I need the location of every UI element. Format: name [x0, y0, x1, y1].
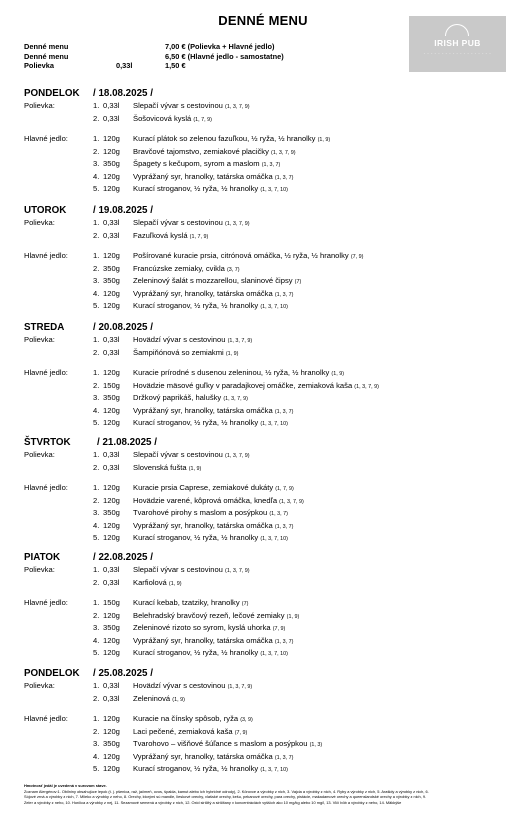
- main-item: [93, 172, 293, 181]
- item-quantity: 0,33l: [103, 335, 120, 344]
- item-name: Držkový paprikáš, halušky: [133, 393, 222, 402]
- main-course-label: Hlavné jedlo:: [24, 251, 68, 260]
- item-name: Pošírované kuracie prsia, citrónová omáčka, ½ ryža, ½ hranolky: [133, 251, 349, 260]
- item-quantity: 0,33l: [103, 577, 120, 587]
- item-allergens: (7): [241, 601, 249, 607]
- item-allergens: (1, 3, 7, 10): [260, 536, 288, 542]
- item-number: 2.: [93, 726, 100, 736]
- item-quantity: 350g: [103, 508, 120, 517]
- day-header: [24, 88, 153, 99]
- item-quantity: 120g: [103, 751, 120, 761]
- item-number: 1.: [93, 335, 100, 344]
- soup-label: Polievka:: [24, 101, 55, 110]
- main-item: [93, 598, 248, 607]
- item-name: Hovädzie mäsové guľky v paradajkovej omáčke, zemiaková kaša: [133, 380, 353, 390]
- item-allergens: (1, 3, 7, 9): [225, 453, 250, 459]
- item-allergens: (7, 9): [234, 729, 248, 736]
- item-allergens: (1, 3, 7): [261, 162, 281, 168]
- soup-item: [93, 463, 201, 472]
- price-value: 6,50 € (Hlavné jedlo - samostatne): [165, 52, 284, 61]
- item-allergens: (1, 3, 7, 9): [225, 221, 250, 227]
- footnote-line: Hmotnosť jedál je uvedená v surovom stave.: [24, 783, 107, 788]
- item-number: 4.: [93, 405, 100, 415]
- item-allergens: (1, 3, 7): [274, 291, 294, 298]
- item-quantity: 120g: [103, 610, 120, 620]
- item-number: 4.: [93, 751, 100, 761]
- item-quantity: 350g: [103, 393, 120, 402]
- item-allergens: (1, 3, 7, 10): [260, 187, 288, 193]
- day-header: [24, 322, 153, 333]
- item-allergens: (1, 3, 7, 9): [225, 104, 250, 110]
- item-quantity: 150g: [103, 598, 120, 607]
- soup-item: [93, 694, 185, 703]
- item-number: 2.: [93, 462, 100, 472]
- item-quantity: 0,33l: [103, 113, 120, 123]
- item-allergens: (3, 9): [240, 717, 253, 723]
- logo-subline-icon: - - - - - - - - - - - - - - - - - - -: [423, 50, 492, 55]
- soup-label: Polievka:: [24, 565, 55, 574]
- item-allergens: (7): [294, 279, 302, 285]
- item-allergens: (1, 7, 9): [189, 233, 209, 240]
- item-quantity: 120g: [103, 635, 120, 645]
- item-name: Špagety s kečupom, syrom a maslom: [133, 159, 260, 168]
- item-name: Zeleninová: [133, 693, 171, 703]
- item-name: Slepačí vývar s cestovinou: [133, 101, 223, 110]
- item-quantity: 120g: [103, 483, 120, 492]
- item-number: 2.: [93, 230, 100, 240]
- main-course-label: Hlavné jedlo:: [24, 598, 68, 607]
- item-quantity: 120g: [103, 368, 120, 377]
- soup-label: Polievka:: [24, 218, 55, 227]
- item-quantity: 120g: [103, 520, 120, 530]
- item-allergens: (1, 7, 9): [275, 486, 294, 492]
- item-number: 2.: [93, 347, 100, 357]
- item-name: Kurací plátok so zelenou fazuľkou, ½ ryža, ½ hranolky: [133, 134, 316, 143]
- main-item: [93, 147, 296, 156]
- item-name: Vyprážaný syr, hranolky, tatárska omáčka: [133, 520, 273, 530]
- item-name: Vyprážaný syr, hranolky, tatárska omáčka: [133, 635, 273, 645]
- item-quantity: 350g: [103, 276, 120, 285]
- item-name: Slovenská fušta: [133, 462, 187, 472]
- main-item: [93, 264, 240, 273]
- main-item: [93, 159, 280, 168]
- main-item: [93, 727, 247, 736]
- item-number: 5.: [93, 301, 100, 310]
- main-item: [93, 184, 288, 193]
- item-allergens: (1, 9): [286, 613, 300, 620]
- day-header: [24, 205, 153, 216]
- item-allergens: (1, 3, 7, 9): [225, 568, 250, 574]
- item-name: Fazuľková kyslá: [133, 230, 188, 240]
- item-name: Tvarohovo – višňové šúľance s maslom a posýpkou: [133, 739, 308, 748]
- item-number: 1.: [93, 483, 100, 492]
- item-quantity: 120g: [103, 171, 120, 181]
- main-item: [93, 714, 253, 723]
- item-name: Šošovicová kyslá: [133, 113, 192, 123]
- item-allergens: (1, 3): [309, 742, 323, 748]
- day-name: ŠTVRTOK: [24, 437, 71, 448]
- item-allergens: (7, 9): [350, 254, 364, 260]
- item-name: Hovädzí vývar s cestovinou: [133, 681, 226, 690]
- item-quantity: 120g: [103, 764, 120, 773]
- item-allergens: (7, 9): [272, 626, 286, 632]
- price-label: Polievka: [24, 61, 54, 70]
- item-allergens: (1, 7, 9): [193, 116, 212, 123]
- item-allergens: (1, 3, 7): [274, 754, 294, 761]
- item-quantity: 120g: [103, 251, 120, 260]
- item-name: Zeleninové rizoto so syrom, kyslá uhorka: [133, 623, 271, 632]
- item-name: Šampiňónová so zemiakmi: [133, 347, 224, 357]
- main-item: [93, 611, 299, 620]
- page-title: DENNÉ MENU: [218, 13, 308, 28]
- soup-item: [93, 114, 212, 123]
- item-name: Kurací stroganov, ½ ryža, ½ hranolky: [133, 764, 259, 773]
- price-value: 1,50 €: [165, 61, 186, 70]
- main-item: [93, 533, 288, 542]
- item-allergens: (1, 3, 7, 9): [227, 684, 253, 690]
- footnote-line: Zeler a výrobky z neho, 10. Horčica a výrobky z nej, 11. Sezamové semená a výrobky z nich, 12. Oxid siričitý a siričitany v koncentráciách vyšších ako 10 mg/kg alebo 10 mg/l, 13. Vlčí bôb a výrobky z neho, 14. Mäkkýše: [24, 799, 402, 805]
- main-item: [93, 764, 288, 773]
- day-date: / 25.08.2025 /: [93, 668, 153, 679]
- item-number: 3.: [93, 276, 100, 285]
- item-number: 2.: [93, 146, 100, 156]
- main-item: [93, 521, 293, 530]
- item-allergens: (1, 9): [317, 137, 331, 143]
- item-allergens: (3, 7): [226, 266, 240, 273]
- item-quantity: 120g: [103, 648, 120, 657]
- soup-item: [93, 231, 208, 240]
- day-name: UTOROK: [24, 205, 67, 216]
- item-name: Zeleninový šalát s mozzarellou, slaninové čipsy: [133, 276, 293, 285]
- day-date: / 20.08.2025 /: [93, 322, 153, 333]
- item-allergens: (1, 3, 7, 10): [260, 421, 288, 427]
- main-course-label: Hlavné jedlo:: [24, 483, 68, 492]
- item-quantity: 120g: [103, 405, 120, 415]
- main-item: [93, 752, 293, 761]
- item-name: Vyprážaný syr, hranolky, tatárska omáčka: [133, 171, 273, 181]
- item-number: 1.: [93, 134, 100, 143]
- item-number: 2.: [93, 577, 100, 587]
- main-course-label: Hlavné jedlo:: [24, 714, 68, 723]
- item-number: 5.: [93, 533, 100, 542]
- main-item: [93, 508, 288, 517]
- item-quantity: 0,33l: [103, 681, 120, 690]
- item-name: Kurací stroganov, ½ ryža, ½ hranolky: [133, 418, 259, 427]
- soup-item: [93, 450, 250, 459]
- main-item: [93, 648, 288, 657]
- item-number: 3.: [93, 739, 100, 748]
- item-number: 1.: [93, 101, 100, 110]
- main-item: [93, 623, 285, 632]
- item-quantity: 0,33l: [103, 347, 120, 357]
- item-quantity: 350g: [103, 623, 120, 632]
- item-allergens: (1, 3, 7, 10): [260, 304, 288, 310]
- item-number: 4.: [93, 171, 100, 181]
- day-header: [24, 668, 153, 679]
- item-quantity: 120g: [103, 288, 120, 298]
- item-allergens: (1, 9): [331, 371, 345, 377]
- item-number: 3.: [93, 393, 100, 402]
- item-name: Kurací stroganov, ½ ryža, ½ hranolky: [133, 184, 259, 193]
- main-item: [93, 496, 304, 505]
- item-number: 5.: [93, 648, 100, 657]
- logo-crest-icon: [445, 24, 469, 36]
- main-item: [93, 406, 293, 415]
- item-allergens: (1, 3, 7, 10): [260, 767, 288, 773]
- main-item: [93, 393, 248, 402]
- item-name: Kuracie prsia Caprese, zemiakové dukáty: [133, 483, 274, 492]
- item-name: Bravčové tajomstvo, zemiakové placičky: [133, 146, 269, 156]
- main-course-label: Hlavné jedlo:: [24, 368, 68, 377]
- item-number: 1.: [93, 368, 100, 377]
- irish-pub-logo: [409, 16, 506, 72]
- main-item: [93, 418, 288, 427]
- item-number: 3.: [93, 623, 100, 632]
- day-header: [24, 552, 153, 563]
- soup-item: [93, 348, 238, 357]
- item-quantity: 0,33l: [103, 230, 120, 240]
- item-quantity: 120g: [103, 134, 120, 143]
- footnote-line: Zoznam Alergénov:1. Obilniny obsahujúce lepok (t. j. pšenica, raž, jačmeň, ovos, špalda, kamut alebo ich hybridné odrody), 2. Kôrovce a výrobky z nich, 3. Vajcia a výrobky z nich, 4. Ryby a výrobky z nich, 5. Arašidy a výrobky z nich, 6.: [24, 788, 429, 794]
- soup-item: [93, 565, 250, 574]
- footnote-line: Sójové zrná a výrobky z nich, 7. Mlieko a výrobky z neho, 8. Orechy, ktorými sú mandle, lieskové orechy, vlašské orechy, kešu, pekanové orechy, para orechy, pistácie, makadamové orechy a queenslandské orechy a výrobky z nich, 9.: [24, 794, 427, 800]
- item-allergens: (1, 3, 7): [274, 638, 294, 645]
- item-quantity: 350g: [103, 263, 120, 273]
- item-name: Kuracie prírodné s dusenou zeleninou, ½ ryža, ½ hranolky: [133, 368, 330, 377]
- main-item: [93, 636, 293, 645]
- main-item: [93, 251, 363, 260]
- item-allergens: (1, 3, 7): [274, 523, 294, 530]
- item-allergens: (1, 3, 7): [269, 511, 288, 517]
- day-date: / 21.08.2025 /: [97, 437, 157, 448]
- main-item: [93, 381, 379, 390]
- main-item: [93, 276, 301, 285]
- soup-item: [93, 101, 250, 110]
- item-allergens: (1, 3, 7, 9): [354, 383, 379, 390]
- main-item: [93, 301, 288, 310]
- main-item: [93, 368, 344, 377]
- soup-item: [93, 335, 252, 344]
- main-item: [93, 134, 330, 143]
- item-name: Vyprážaný syr, hranolky, tatárska omáčka: [133, 405, 273, 415]
- item-allergens: (1, 9): [168, 580, 182, 587]
- soup-label: Polievka:: [24, 450, 55, 459]
- item-allergens: (1, 3, 7, 9): [223, 396, 248, 402]
- item-number: 2.: [93, 380, 100, 390]
- item-quantity: 0,33l: [103, 218, 120, 227]
- item-quantity: 120g: [103, 184, 120, 193]
- item-name: Laci pečené, zemiaková kaša: [133, 726, 233, 736]
- item-allergens: (1, 3, 7, 10): [260, 651, 288, 657]
- soup-label: Polievka:: [24, 335, 55, 344]
- item-allergens: (1, 3, 7): [274, 408, 294, 415]
- item-allergens: (1, 3, 7): [274, 174, 294, 181]
- item-name: Karfiolová: [133, 577, 167, 587]
- allergen-footnote: [24, 783, 506, 805]
- item-number: 2.: [93, 113, 100, 123]
- item-number: 4.: [93, 520, 100, 530]
- item-quantity: 350g: [103, 159, 120, 168]
- day-date: / 19.08.2025 /: [93, 205, 153, 216]
- item-quantity: 0,33l: [103, 101, 120, 110]
- day-name: PONDELOK: [24, 668, 80, 679]
- item-name: Kurací stroganov, ½ ryža, ½ hranolky: [133, 648, 259, 657]
- item-name: Vyprážaný syr, hranolky, tatárska omáčka: [133, 288, 273, 298]
- item-name: Francúzske zemiaky, cvikla: [133, 263, 225, 273]
- item-quantity: 0,33l: [103, 450, 120, 459]
- item-name: Kuracie na čínsky spôsob, ryža: [133, 714, 239, 723]
- item-number: 4.: [93, 288, 100, 298]
- soup-item: [93, 681, 252, 690]
- item-name: Kurací stroganov, ½ ryža, ½ hranolky: [133, 533, 259, 542]
- main-item: [93, 483, 294, 492]
- main-item: [93, 739, 322, 748]
- logo-text: IRISH PUB: [434, 38, 481, 48]
- item-number: 3.: [93, 508, 100, 517]
- item-number: 1.: [93, 565, 100, 574]
- item-name: Belehradský bravčový rezeň, lečové zemiaky: [133, 610, 285, 620]
- item-allergens: (1, 3, 7, 9): [271, 149, 296, 156]
- item-number: 1.: [93, 598, 100, 607]
- item-quantity: 0,33l: [103, 462, 120, 472]
- item-number: 2.: [93, 610, 100, 620]
- item-name: Slepačí vývar s cestovinou: [133, 218, 223, 227]
- day-date: / 18.08.2025 /: [93, 88, 153, 99]
- item-quantity: 0,33l: [103, 565, 120, 574]
- main-course-label: Hlavné jedlo:: [24, 134, 68, 143]
- item-quantity: 120g: [103, 301, 120, 310]
- item-name: Hovädzie varené, kôprová omáčka, knedľa: [133, 495, 278, 505]
- item-allergens: (1, 3, 7, 9): [227, 338, 253, 344]
- price-volume: 0,33l: [116, 61, 133, 70]
- item-allergens: (1, 9): [172, 696, 185, 703]
- day-header: [24, 437, 157, 448]
- item-quantity: 120g: [103, 495, 120, 505]
- day-name: PIATOK: [24, 552, 61, 563]
- item-quantity: 120g: [103, 418, 120, 427]
- item-quantity: 150g: [103, 380, 120, 390]
- day-name: PONDELOK: [24, 88, 80, 99]
- item-name: Hovädzí vývar s cestovinou: [133, 335, 226, 344]
- item-number: 1.: [93, 714, 100, 723]
- item-name: Vyprážaný syr, hranolky, tatárska omáčka: [133, 751, 273, 761]
- price-label: Denné menu: [24, 42, 69, 51]
- item-quantity: 120g: [103, 726, 120, 736]
- item-number: 1.: [93, 681, 100, 690]
- item-number: 2.: [93, 495, 100, 505]
- soup-item: [93, 218, 250, 227]
- item-number: 5.: [93, 184, 100, 193]
- item-number: 2.: [93, 263, 100, 273]
- day-name: STREDA: [24, 322, 65, 333]
- item-number: 3.: [93, 159, 100, 168]
- item-quantity: 120g: [103, 533, 120, 542]
- item-allergens: (1, 9): [188, 465, 202, 472]
- price-value: 7,00 € (Polievka + Hlavné jedlo): [165, 42, 275, 51]
- soup-item: [93, 578, 182, 587]
- item-quantity: 120g: [103, 714, 120, 723]
- item-number: 1.: [93, 251, 100, 260]
- main-item: [93, 289, 293, 298]
- item-name: Tvarohové pirohy s maslom a posýpkou: [133, 508, 268, 517]
- item-allergens: (1, 9): [225, 350, 239, 357]
- item-number: 1.: [93, 218, 100, 227]
- item-quantity: 120g: [103, 146, 120, 156]
- item-name: Kurací kebab, tzatziky, hranolky: [133, 598, 240, 607]
- item-number: 2.: [93, 693, 100, 703]
- price-label: Denné menu: [24, 52, 69, 61]
- item-number: 5.: [93, 764, 100, 773]
- item-name: Kurací stroganov, ½ ryža, ½ hranolky: [133, 301, 259, 310]
- item-quantity: 350g: [103, 739, 120, 748]
- item-number: 5.: [93, 418, 100, 427]
- day-date: / 22.08.2025 /: [93, 552, 153, 563]
- soup-label: Polievka:: [24, 681, 55, 690]
- item-allergens: (1, 3, 7, 9): [279, 498, 304, 505]
- item-number: 1.: [93, 450, 100, 459]
- item-name: Slepačí vývar s cestovinou: [133, 450, 223, 459]
- item-name: Slepačí vývar s cestovinou: [133, 565, 223, 574]
- item-quantity: 0,33l: [103, 693, 120, 703]
- item-number: 4.: [93, 635, 100, 645]
